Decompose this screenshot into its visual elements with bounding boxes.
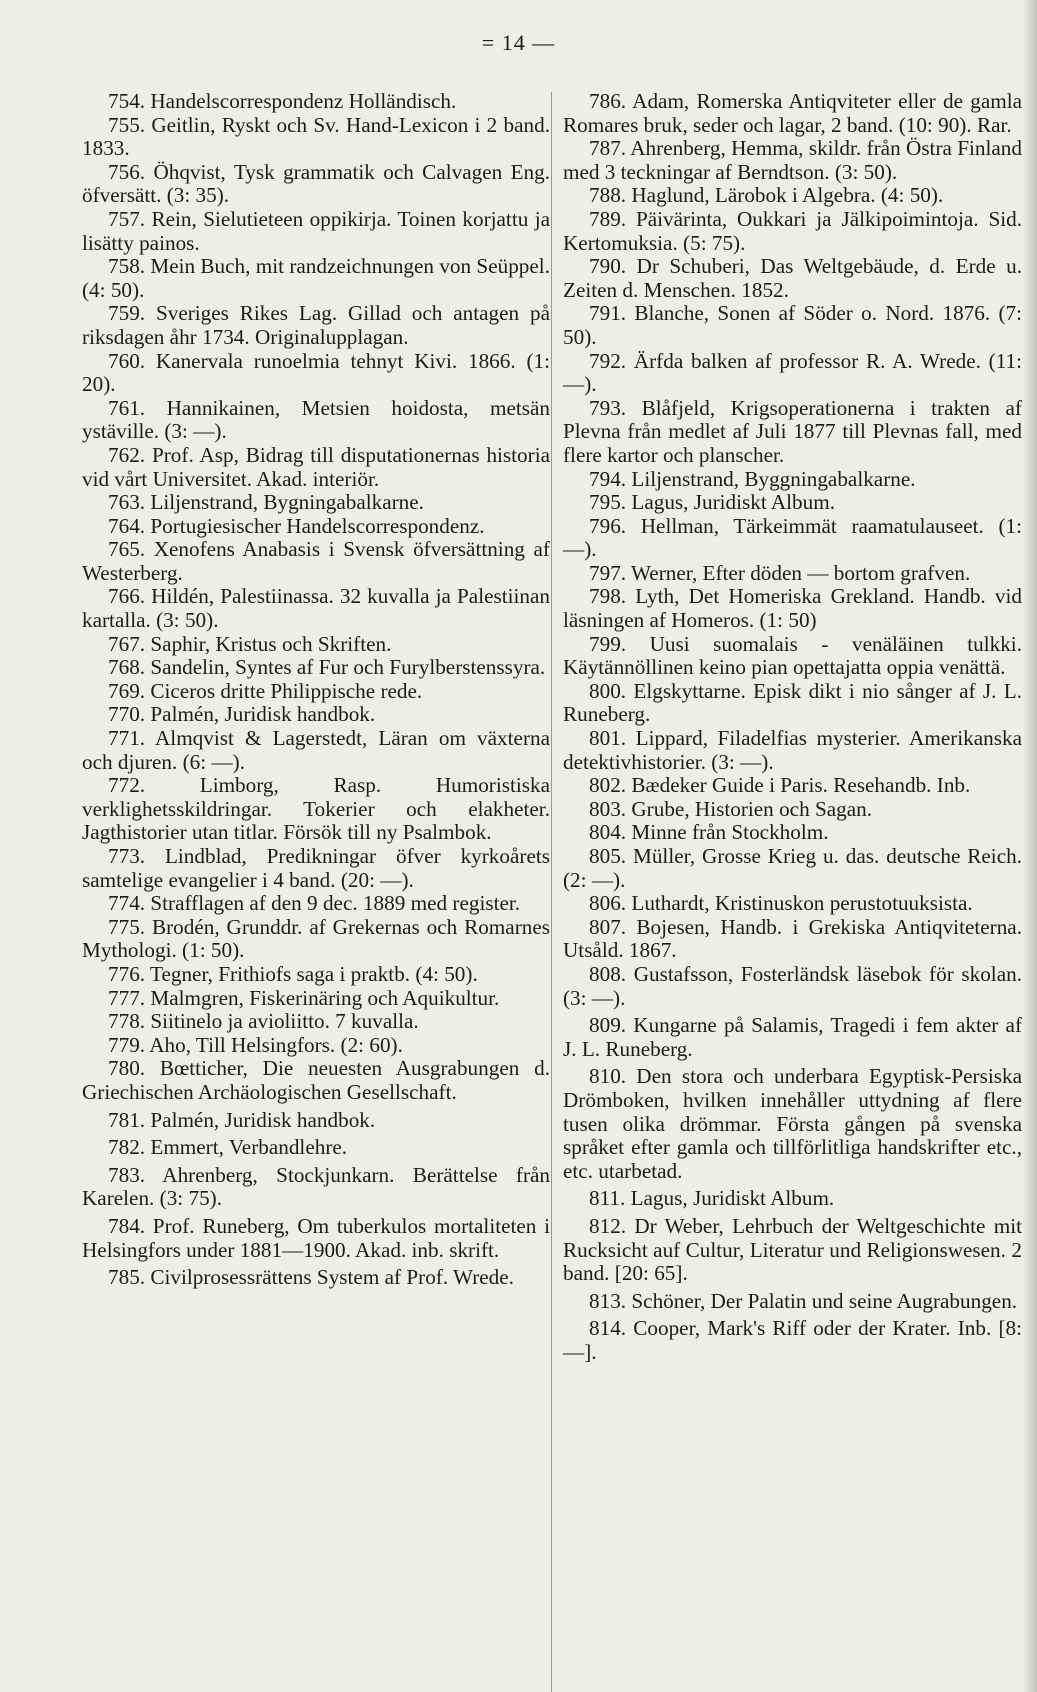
catalog-entry: 767. Saphir, Kristus och Skriften.: [108, 631, 392, 656]
catalog-entry: 792. Ärfda balken af professor R. A. Wrede. (11: —).: [563, 348, 1022, 397]
catalog-entry: 765. Xenofens Anabasis i Svensk öfversättning af Westerberg.: [82, 537, 550, 585]
catalog-entry: 788. Haglund, Lärobok i Algebra. (4: 50).: [589, 183, 944, 208]
catalog-entry: 759. Sveriges Rikes Lag. Gillad och antagen på riksdagen åhr 1734. Originalupplagan.: [82, 301, 550, 349]
column-divider: [551, 92, 552, 1692]
catalog-entry: 791. Blanche, Sonen af Söder o. Nord. 1876. (7: 50).: [563, 301, 1022, 349]
catalog-entry: 761. Hannikainen, Metsien hoidosta, metsän ystäville. (3: —).: [82, 395, 550, 444]
catalog-entry: 781. Palmén, Juridisk handbok.: [108, 1107, 376, 1132]
catalog-entry: 800. Elgskyttarne. Episk dikt i nio sånger af J. L. Runeberg.: [563, 678, 1022, 727]
catalog-entry: 757. Rein, Sielutieteen oppikirja. Toinen korjattu ja lisätty painos.: [82, 206, 550, 255]
catalog-entry: 809. Kungarne på Salamis, Tragedi i fem akter af J. L. Runeberg.: [563, 1013, 1022, 1061]
catalog-entry: 755. Geitlin, Ryskt och Sv. Hand-Lexicon i 2 band. 1833.: [82, 112, 550, 161]
catalog-entry: 754. Handelscorrespondenz Holländisch.: [108, 89, 457, 113]
catalog-entry: 798. Lyth, Det Homeriska Grekland. Handb. vid läsningen af Homeros. (1: 50): [563, 584, 1022, 633]
catalog-entry: 795. Lagus, Juridiskt Album.: [589, 490, 836, 515]
catalog-entry: 807. Bojesen, Handb. i Grekiska Antiqviteterna. Utsåld. 1867.: [563, 914, 1022, 963]
catalog-entry: 775. Brodén, Grunddr. af Grekernas och Romarnes Mythologi. (1: 50).: [82, 914, 550, 963]
catalog-entry: 813. Schöner, Der Palatin und seine Augrabungen.: [589, 1288, 1018, 1313]
catalog-entry: 762. Prof. Asp, Bidrag till disputationernas historia vid vårt Universitet. Akad. interiör.: [82, 442, 550, 491]
catalog-entry: 799. Uusi suomalais - venäläinen tulkki. Käytännöllinen keino pian opettajatta oppia venättä.: [563, 631, 1022, 680]
catalog-entry: 764. Portugiesischer Handelscorrespondenz.: [108, 513, 485, 538]
catalog-entry: 779. Aho, Till Helsingfors. (2: 60).: [108, 1032, 403, 1057]
catalog-entry: 776. Tegner, Frithiofs saga i praktb. (4: 50).: [108, 961, 478, 986]
catalog-entry: 771. Almqvist & Lagerstedt, Läran om växterna och djuren. (6: —).: [82, 726, 550, 774]
left-column: [82, 90, 550, 1290]
catalog-entry: 790. Dr Schuberi, Das Weltgebäude, d. Erde u. Zeiten d. Menschen. 1852.: [563, 254, 1022, 302]
catalog-entry: 803. Grube, Historien och Sagan.: [589, 796, 873, 821]
catalog-entry: 810. Den stora och underbara Egyptisk-Persiska Drömboken, hvilken innehåller uttydning af flere tusen olika drömmar. Första gången på svenska språket efter gamla och tillförlitliga handskrifter etc., etc. utarbetad.: [563, 1064, 1022, 1183]
catalog-entry: 785. Civilprosessrättens System af Prof. Wrede.: [108, 1265, 514, 1290]
catalog-entry: 801. Lippard, Filadelfias mysterier. Amerikanska detektivhistorier. (3: —).: [563, 726, 1022, 774]
catalog-entry: 796. Hellman, Tärkeimmät raamatulauseet. (1: —).: [563, 513, 1022, 562]
catalog-entry: 778. Siitinelo ja avioliitto. 7 kuvalla.: [108, 1009, 419, 1034]
catalog-entry: 758. Mein Buch, mit randzeichnungen von Seüppel. (4: 50).: [82, 254, 550, 302]
catalog-entry: 773. Lindblad, Predikningar öfver kyrkoårets samtelige evangelier i 4 band. (20: —).: [82, 844, 550, 892]
catalog-entry: 805. Müller, Grosse Krieg u. das. deutsche Reich. (2: —).: [563, 844, 1022, 892]
catalog-entry: 774. Strafflagen af den 9 dec. 1889 med register.: [108, 891, 521, 916]
catalog-entry: 808. Gustafsson, Fosterländsk läsebok för skolan. (3: —).: [563, 961, 1022, 1010]
catalog-entry: 806. Luthardt, Kristinuskon perustotuuksista.: [589, 891, 973, 916]
catalog-entry: 786. Adam, Romerska Antiqviteter eller de gamla Romares bruk, seder och lagar, 2 band. (10: 90). Rar.: [563, 89, 1022, 137]
catalog-entry: 797. Werner, Efter döden — bortom grafven.: [589, 560, 971, 585]
catalog-entry: 787. Ahrenberg, Hemma, skildr. från Östra Finland med 3 teckningar af Berndtson. (3: 50).: [563, 136, 1022, 184]
catalog-entry: 760. Kanervala runoelmia tehnyt Kivi. 1866. (1: 20).: [82, 348, 550, 397]
catalog-entry: 812. Dr Weber, Lehrbuch der Weltgeschichte mit Rucksicht auf Cultur, Literatur und Religionswesen. 2 band. [20: 65].: [563, 1213, 1022, 1286]
catalog-entry: 804. Minne från Stockholm.: [589, 820, 829, 845]
catalog-entry: 814. Cooper, Mark's Riff oder der Krater. Inb. [8: —].: [563, 1316, 1022, 1364]
catalog-entry: 777. Malmgren, Fiskerinäring och Aquikultur.: [108, 985, 500, 1010]
catalog-entry: 789. Päivärinta, Oukkari ja Jälkipoimintoja. Sid. Kertomuksia. (5: 75).: [563, 206, 1022, 255]
right-column: [563, 90, 1022, 1364]
catalog-entry: 780. Bœtticher, Die neuesten Ausgrabungen d. Griechischen Archäologischen Gesellschaft.: [82, 1056, 550, 1104]
catalog-entry: 784. Prof. Runeberg, Om tuberkulos mortaliteten i Helsingfors under 1881—1900. Akad. inb. skrift.: [82, 1213, 550, 1262]
catalog-entry: 768. Sandelin, Syntes af Fur och Furylberstenssyra.: [108, 655, 546, 680]
catalog-entry: 763. Liljenstrand, Bygningabalkarne.: [108, 490, 424, 515]
catalog-entry: 794. Liljenstrand, Byggningabalkarne.: [589, 466, 916, 491]
catalog-entry: 811. Lagus, Juridiskt Album.: [589, 1186, 835, 1211]
page-edge-shadow: [1023, 0, 1037, 1692]
catalog-entry: 802. Bædeker Guide i Paris. Resehandb. Inb.: [589, 773, 971, 798]
catalog-entry: 783. Ahrenberg, Stockjunkarn. Berättelse från Karelen. (3: 75).: [82, 1162, 550, 1211]
catalog-entry: 782. Emmert, Verbandlehre.: [108, 1135, 348, 1160]
page-number: = 14 —: [481, 30, 556, 55]
catalog-entry: 770. Palmén, Juridisk handbok.: [108, 702, 376, 727]
catalog-entry: 793. Blåfjeld, Krigsoperationerna i trakten af Plevna från medlet af Juli 1877 till Plevnas fall, med flere kartor och planscher.: [563, 395, 1022, 467]
catalog-entry: 756. Öhqvist, Tysk grammatik och Calvagen Eng. öfversätt. (3: 35).: [82, 159, 550, 208]
catalog-entry: 766. Hildén, Palestiinassa. 32 kuvalla ja Palestiinan kartalla. (3: 50).: [82, 584, 550, 633]
catalog-entry: 772. Limborg, Rasp. Humoristiska verklighetsskildringar. Tokerier och elakheter. Jagthistorier utan titlar. Försök till ny Psalmbok.: [82, 773, 550, 845]
catalog-entry: 769. Ciceros dritte Philippische rede.: [108, 678, 423, 703]
